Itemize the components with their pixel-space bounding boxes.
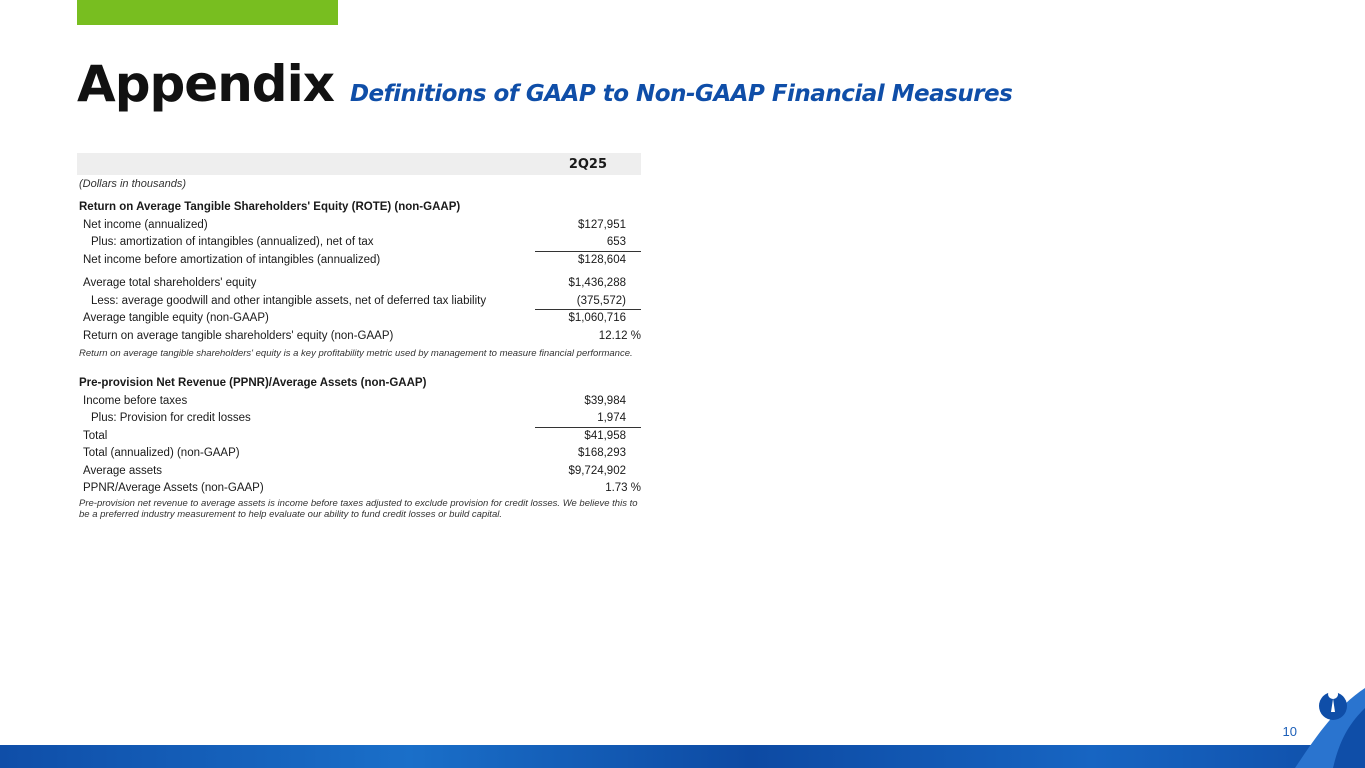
row-label: PPNR/Average Assets (non-GAAP)	[83, 482, 264, 494]
ampersand-logo-icon	[1295, 678, 1365, 768]
row-value: $41,958	[584, 429, 626, 442]
table-row	[77, 463, 641, 481]
row-value: 1.73 %	[605, 482, 641, 494]
table-row	[77, 393, 641, 411]
table-row	[77, 217, 641, 235]
rote-heading: Return on Average Tangible Shareholders' Equity (ROTE) (non-GAAP)	[79, 201, 461, 213]
table-row	[77, 275, 641, 293]
row-label: Net income (annualized)	[83, 218, 208, 231]
footer-band	[0, 745, 1365, 768]
table-row	[77, 445, 641, 463]
row-value: 1,974	[597, 412, 626, 424]
rote-section-heading	[77, 199, 641, 217]
table-row	[77, 328, 641, 346]
table-header	[77, 153, 641, 175]
ppnr-heading: Pre-provision Net Revenue (PPNR)/Average Assets (non-GAAP)	[79, 377, 427, 389]
row-label: Less: average goodwill and other intangible assets, net of deferred tax liability	[91, 294, 487, 307]
row-value: $168,293	[578, 447, 626, 459]
table-row	[77, 480, 641, 498]
row-value: $128,604	[578, 253, 626, 266]
row-label: Average assets	[83, 464, 163, 477]
units-label: (Dollars in thousands)	[79, 178, 186, 190]
page-subtitle: Definitions of GAAP to Non-GAAP Financial Measures	[349, 81, 1013, 107]
table-row	[77, 293, 641, 311]
gaap-table	[77, 153, 641, 520]
accent-bar	[77, 0, 338, 25]
table-row	[77, 310, 641, 328]
table-row	[77, 410, 641, 428]
row-value: $1,436,288	[568, 277, 626, 289]
ppnr-note: Pre-provision net revenue to average assets is income before taxes adjusted to exclude provision for credit losses. We believe this to be a preferred industry measurement to help evaluate our ability to fund credit losses or build capital.	[79, 497, 638, 520]
table-row	[77, 428, 641, 446]
title-row	[77, 55, 1012, 113]
row-label: Total	[83, 429, 108, 442]
rote-note: Return on average tangible shareholders' equity is a key profitability metric used by management to measure financial performance.	[79, 348, 633, 359]
row-label: Average tangible equity (non-GAAP)	[83, 312, 269, 324]
row-value: 12.12 %	[598, 329, 641, 342]
row-label: Net income before amortization of intangibles (annualized)	[83, 253, 381, 266]
row-value: $9,724,902	[568, 464, 626, 477]
column-header: 2Q25	[568, 157, 607, 172]
page-title: Appendix	[77, 55, 334, 113]
table-row	[77, 252, 641, 270]
row-label: Income before taxes	[83, 394, 188, 407]
row-label: Return on average tangible shareholders' equity (non-GAAP)	[83, 329, 394, 342]
row-label: Plus: amortization of intangibles (annualized), net of tax	[91, 236, 374, 248]
row-label: Total (annualized) (non-GAAP)	[83, 447, 240, 459]
row-label: Plus: Provision for credit losses	[91, 412, 251, 424]
ppnr-section-heading	[77, 375, 641, 393]
row-value: 653	[606, 236, 626, 248]
row-value: $39,984	[584, 394, 626, 407]
row-value: $127,951	[578, 218, 626, 231]
row-label: Average total shareholders' equity	[83, 277, 257, 289]
page-number: 10	[1282, 724, 1297, 739]
row-value: (375,572)	[576, 294, 626, 307]
row-value: $1,060,716	[568, 312, 626, 324]
table-row	[77, 234, 641, 252]
